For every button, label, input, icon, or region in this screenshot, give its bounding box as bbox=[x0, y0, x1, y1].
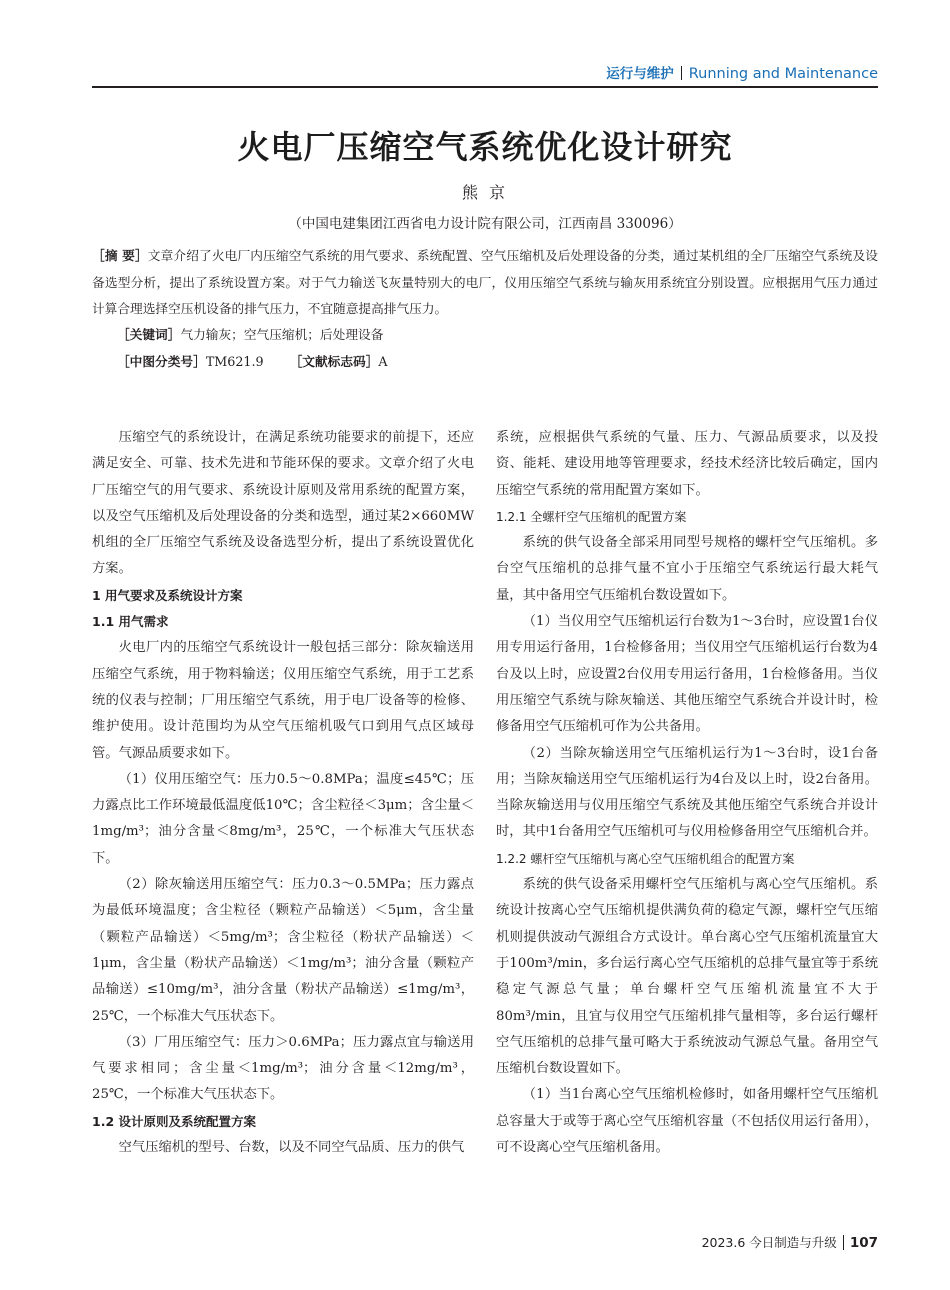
journal-name: 今日制造与升级 bbox=[749, 1235, 837, 1250]
left-column bbox=[92, 425, 474, 1161]
author-affiliation: （中国电建集团江西省电力设计院有限公司，江西南昌 330096） bbox=[288, 216, 682, 232]
right-column bbox=[496, 425, 878, 1161]
paragraph: （2）当除灰输送用空气压缩机运行为1～3台时，设1台备用；当除灰输送用空气压缩机运行为4台及以上时，设2台备用。当除灰输送用与仪用压缩空气系统及其他压缩空气系统合并设计时，其中1台备用空气压缩机可与仪用检修备用空气压缩机合并。 bbox=[496, 745, 878, 840]
abstract bbox=[92, 243, 878, 323]
paragraph: 火电厂内的压缩空气系统设计一般包括三部分：除灰输送用压缩空气系统，用于物料输送；仪用压缩空气系统，用于工艺系统的仪表与控制；厂用压缩空气系统，用于电厂设备等的检修、维护使用。设计范围均为从空气压缩机吸气口到用气点区域母管。气源品质要求如下。 bbox=[92, 640, 474, 761]
page-footer bbox=[92, 1233, 878, 1251]
keywords-text: 气力输灰；空气压缩机；后处理设备 bbox=[180, 327, 384, 342]
footer-divider bbox=[843, 1235, 844, 1250]
paragraph: （3）厂用压缩空气：压力＞0.6MPa；压力露点宜与输送用气要求相同；含尘量＜1mg/m³；油分含量＜12mg/m³，25℃，一个标准大气压状态下。 bbox=[92, 1034, 474, 1103]
keywords bbox=[117, 324, 383, 343]
classification bbox=[117, 351, 388, 370]
abstract-label: ［摘 要］ bbox=[92, 248, 148, 263]
section-1-2-2-heading: 1.2.2 螺杆空气压缩机与离心空气压缩机组合的配置方案 bbox=[496, 851, 795, 866]
issue-date: 2023.6 bbox=[701, 1235, 746, 1250]
section-1-1-heading: 1.1 用气需求 bbox=[92, 614, 169, 630]
paragraph: （1）当仪用空气压缩机运行台数为1～3台时，应设置1台仪用专用运行备用，1台检修备用；当仪用空气压缩机运行台数为4台及以上时，应设置2台仪用专用运行备用，1台检修备用。当仪用压缩空气系统与除灰输送、其他压缩空气系统合并设计时，检修备用空气压缩机可作为公共备用。 bbox=[496, 614, 878, 735]
section-1-heading: 1 用气要求及系统设计方案 bbox=[92, 587, 243, 603]
paragraph: 系统的供气设备采用螺杆空气压缩机与离心空气压缩机。系统设计按离心空气压缩机提供满负荷的稳定气源，螺杆空气压缩机则提供波动气源组合方式设计。单台离心空气压缩机流量宜大于100m³/min，多台运行离心空气压缩机的总排气量宜等于系统稳定气源总气量；单台螺杆空气压缩机流量宜不大于80m³/min，且宜与仪用空气压缩机排气量相等，多台运行螺杆空气压缩机的总排气量可略大于系统波动气源总气量。备用空气压缩机台数设置如下。 bbox=[496, 877, 878, 1077]
intro-paragraph: 压缩空气的系统设计，在满足系统功能要求的前提下，还应满足安全、可靠、技术先进和节能环保的要求。文章介绍了火电厂压缩空气的用气要求、系统设计原则及常用系统的配置方案，以及空气压缩机及后处理设备的分类和选型，通过某2×660MW机组的全厂压缩空气系统及设备选型分析，提出了系统设置优化方案。 bbox=[92, 430, 474, 577]
section-1-2-1-heading: 1.2.1 全螺杆空气压缩机的配置方案 bbox=[496, 509, 687, 524]
paragraph: （1）当1台离心空气压缩机检修时，如备用螺杆空气压缩机总容量大于或等于离心空气压缩机容量（不包括仪用运行备用），可不设离心空气压缩机备用。 bbox=[496, 1087, 878, 1156]
page-number: 107 bbox=[849, 1235, 878, 1251]
header-rule bbox=[92, 86, 878, 88]
keywords-label: ［关键词］ bbox=[117, 327, 181, 342]
article-title: 火电厂压缩空气系统优化设计研究 bbox=[237, 128, 733, 166]
paragraph: （1）仪用压缩空气：压力0.5～0.8MPa；温度≤45℃；压力露点比工作环境最低温度低10℃；含尘粒径＜3μm；含尘量＜1mg/m³；油分含量＜8mg/m³，25℃，一个标准大气压状态下。 bbox=[92, 771, 474, 866]
section-1-2-heading: 1.2 设计原则及系统配置方案 bbox=[92, 1113, 256, 1129]
paragraph: （2）除灰输送用压缩空气：压力0.3～0.5MPa；压力露点为最低环境温度；含尘粒径（颗粒产品输送）＜5μm，含尘量（颗粒产品输送）＜5mg/m³；含尘粒径（粉状产品输送）＜1μm，含尘量（粉状产品输送）＜1mg/m³；油分含量（颗粒产品输送）≤10mg/m³，油分含量（粉状产品输送）≤1mg/m³，25℃，一个标准大气压状态下。 bbox=[92, 877, 474, 1024]
paragraph: 系统的供气设备全部采用同型号规格的螺杆空气压缩机。多台空气压缩机的总排气量不宜小于压缩空气系统运行最大耗气量，其中备用空气压缩机台数设置如下。 bbox=[496, 535, 878, 603]
author-name: 熊 京 bbox=[461, 183, 509, 202]
section-name-en: Running and Maintenance bbox=[688, 66, 878, 82]
doc-code-label: ［文献标志码］ bbox=[289, 354, 379, 369]
paragraph-continued: 系统，应根据供气系统的气量、压力、气源品质要求，以及投资、能耗、建设用地等管理要求，经技术经济比较后确定，国内压缩空气系统的常用配置方案如下。 bbox=[496, 430, 878, 498]
doc-code-value: A bbox=[378, 354, 388, 369]
header-divider bbox=[681, 66, 682, 80]
section-name-cn: 运行与维护 bbox=[606, 66, 674, 82]
clc-value: TM621.9 bbox=[205, 354, 264, 369]
abstract-text: 文章介绍了火电厂内压缩空气系统的用气要求、系统配置、空气压缩机及后处理设备的分类，通过某机组的全厂压缩空气系统及设备选型分析，提出了系统设置方案。对于气力输送飞灰量特别大的电厂，仪用压缩空气系统与输灰用系统宜分别设置。应根据用气压力通过计算合理选择空压机设备的排气压力，不宜随意提高排气压力。 bbox=[92, 248, 878, 316]
running-header bbox=[92, 62, 878, 86]
paragraph: 空气压缩机的型号、台数，以及不同空气品质、压力的供气 bbox=[118, 1140, 465, 1156]
clc-label: ［中图分类号］ bbox=[117, 354, 206, 369]
